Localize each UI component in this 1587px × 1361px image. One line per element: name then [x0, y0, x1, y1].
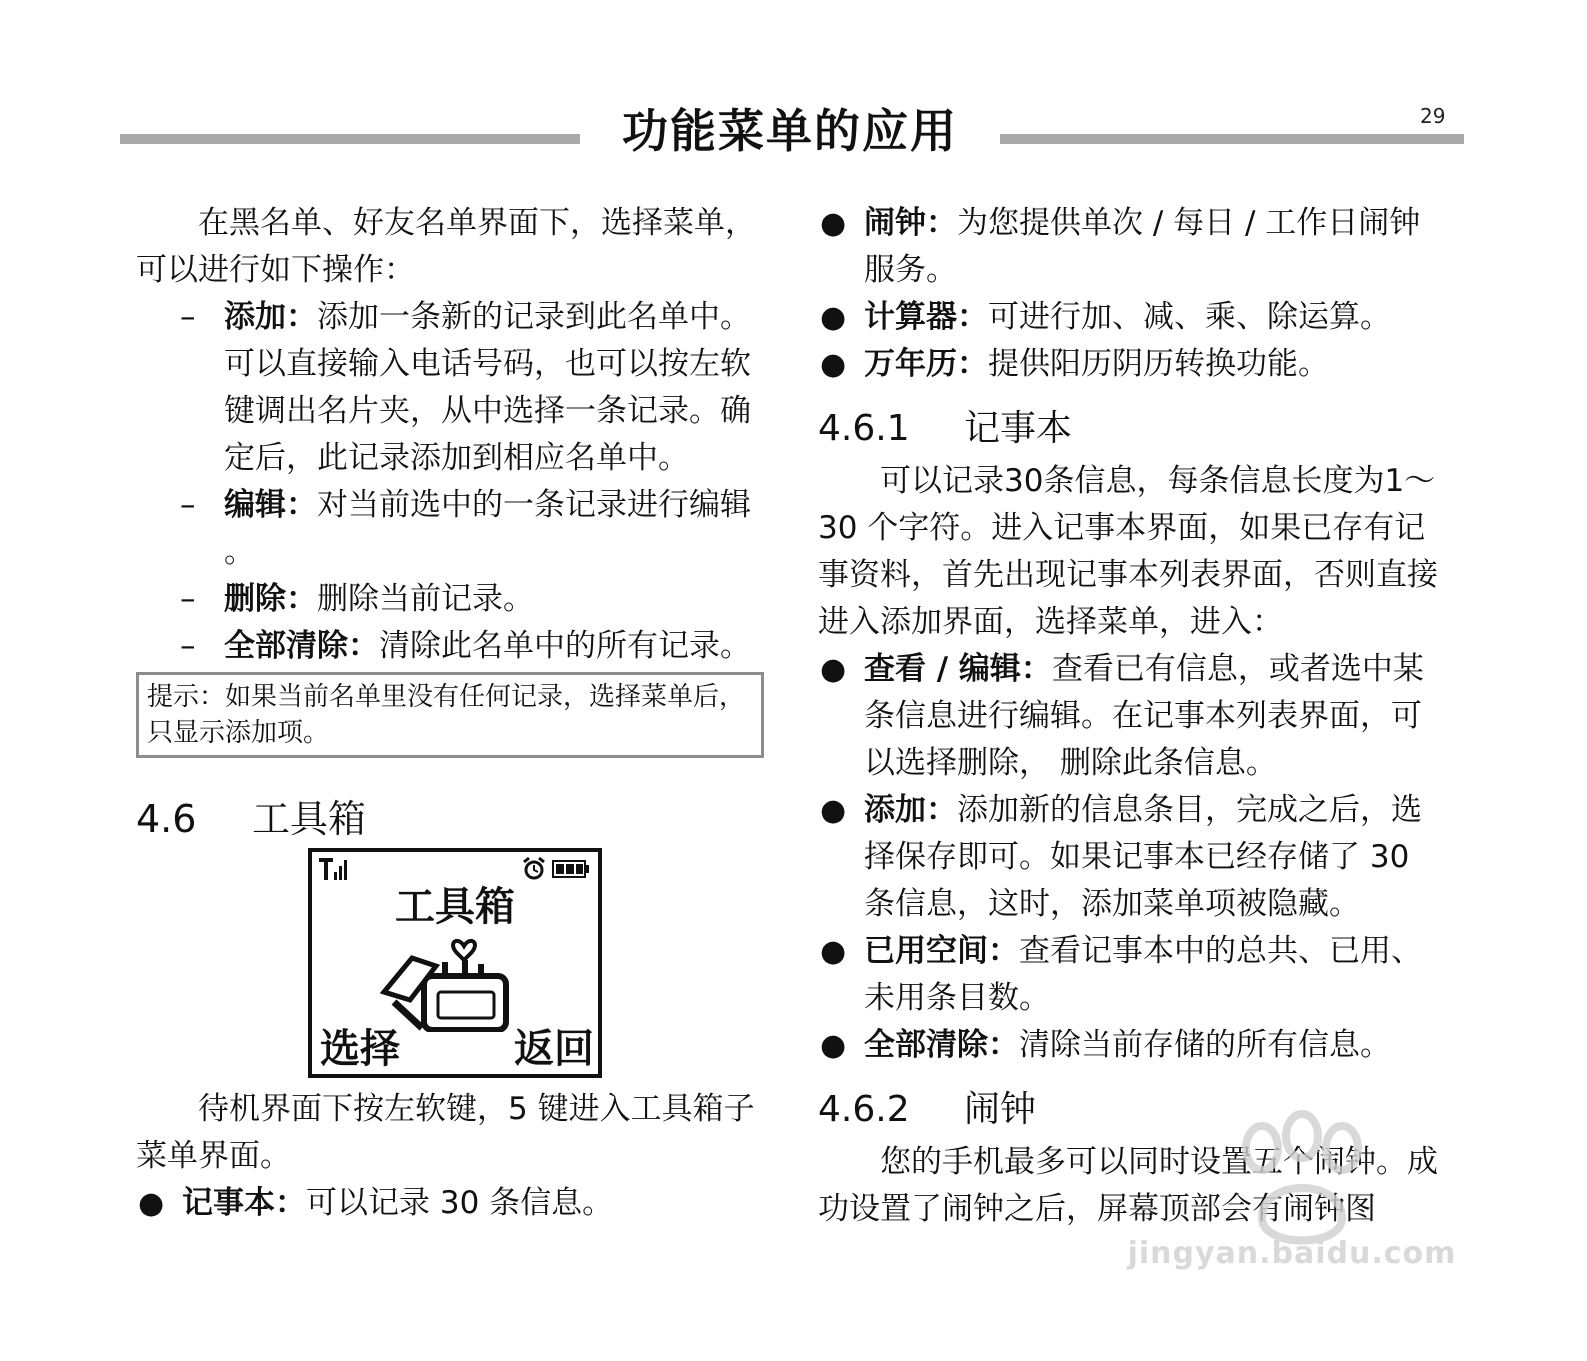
bullet-marker: ● [820, 300, 847, 335]
item-term: 编辑： [224, 487, 317, 523]
item-text: 删除当前记录。 [317, 581, 534, 617]
section-title: 记事本 [964, 408, 1073, 449]
page-title: 功能菜单的应用 [580, 96, 1000, 166]
bullet-marker: ● [820, 1028, 847, 1063]
toolbox-list-continued [818, 200, 1450, 388]
intro-paragraph: 在黑名单、好友名单界面下，选择菜单，可以进行如下操作： [136, 205, 756, 288]
section-heading [136, 794, 766, 844]
bullet-marker: ● [820, 652, 847, 687]
section-title: 闹钟 [964, 1089, 1037, 1130]
toolbox-list [136, 1180, 766, 1227]
list-item [818, 341, 1450, 388]
item-term: 计算器： [864, 299, 988, 335]
section-number: 4.6.2 [818, 1089, 910, 1130]
item-text: 添加新的信息条目，完成之后，选择保存即可。如果记事本已经存储了 30 条信息，这时，添加菜单项被隐藏。 [864, 792, 1422, 922]
item-term: 添加： [864, 792, 957, 828]
item-term: 全部清除： [224, 628, 379, 664]
item-term: 万年历： [864, 346, 988, 382]
list-item [818, 294, 1450, 341]
toolbox-description: 待机界面下按左软键，5 键进入工具箱子菜单界面。 [136, 1091, 755, 1174]
bullet-marker: ● [820, 793, 847, 828]
battery-icon [552, 860, 590, 878]
item-term: 闹钟： [864, 205, 957, 241]
dash-marker: – [180, 487, 196, 523]
notepad-list [818, 646, 1450, 1069]
list-item [136, 1180, 766, 1227]
list-item [818, 1022, 1450, 1069]
list-item [136, 294, 766, 482]
dash-marker: – [180, 628, 196, 664]
item-text: 为您提供单次 / 每日 / 工作日闹钟服务。 [864, 205, 1421, 288]
tip-box: 提示：如果当前名单里没有任何记录，选择菜单后，只显示添加项。 [136, 672, 764, 758]
section-heading [818, 404, 1450, 454]
bullet-marker: ● [820, 206, 847, 241]
page-number: 29 [1420, 104, 1446, 128]
list-item [818, 200, 1450, 294]
item-term: 记事本： [182, 1185, 306, 1221]
alarm-description: 您的手机最多可以同时设置五个闹钟。成功设置了闹钟之后，屏幕顶部会有闹钟图 [818, 1144, 1438, 1227]
watermark-text: jingyan.baidu.com [1127, 1236, 1457, 1271]
dash-marker: – [180, 581, 196, 617]
item-text: 清除此名单中的所有记录。 [379, 628, 751, 664]
softkey-back: 返回 [514, 1026, 594, 1072]
section-number: 4.6.1 [818, 408, 910, 449]
signal-icon [318, 856, 348, 882]
list-item [818, 928, 1450, 1022]
item-term: 全部清除： [864, 1027, 1019, 1063]
list-item [818, 787, 1450, 928]
right-column [818, 200, 1450, 1233]
item-text: 对当前选中的一条记录进行编辑 。 [224, 487, 751, 570]
item-text: 查看记事本中的总共、已用、未用条目数。 [864, 933, 1422, 1016]
item-text: 可以记录 30 条信息。 [306, 1185, 614, 1221]
toolbox-icon [378, 936, 518, 1032]
item-term: 已用空间： [864, 933, 1019, 969]
list-item [818, 646, 1450, 787]
operation-list [136, 294, 766, 670]
item-term: 添加： [224, 299, 317, 335]
softkey-select: 选择 [320, 1026, 400, 1072]
bullet-marker: ● [138, 1186, 165, 1221]
list-item [136, 623, 766, 670]
item-text: 添加一条新的记录到此名单中。可以直接输入电话号码，也可以按左软键调出名片夹，从中选择一条记录。确定后，此记录添加到相应名单中。 [224, 299, 751, 476]
item-text: 提供阳历阴历转换功能。 [988, 346, 1329, 382]
bullet-marker: ● [820, 347, 847, 382]
left-column [136, 200, 766, 1227]
item-term: 删除： [224, 581, 317, 617]
bullet-marker: ● [820, 934, 847, 969]
item-text: 清除当前存储的所有信息。 [1019, 1027, 1391, 1063]
screen-title: 工具箱 [395, 884, 515, 930]
section-title: 工具箱 [252, 797, 367, 841]
item-term: 查看 / 编辑： [864, 651, 1052, 687]
item-text: 查看已有信息，或者选中某条信息进行编辑。在记事本列表界面，可以选择删除， 删除此条信息。 [864, 651, 1424, 781]
dash-marker: – [180, 299, 196, 335]
alarm-clock-icon [522, 856, 546, 882]
list-item [136, 576, 766, 623]
list-item [136, 482, 766, 576]
notepad-description: 可以记录30条信息，每条信息长度为1～30 个字符。进入记事本界面，如果已存有记事资料，首先出现记事本列表界面，否则直接进入添加界面，选择菜单，进入： [818, 463, 1438, 640]
section-number: 4.6 [136, 797, 197, 841]
item-text: 可进行加、减、乘、除运算。 [988, 299, 1391, 335]
phone-screen-illustration [308, 848, 602, 1078]
